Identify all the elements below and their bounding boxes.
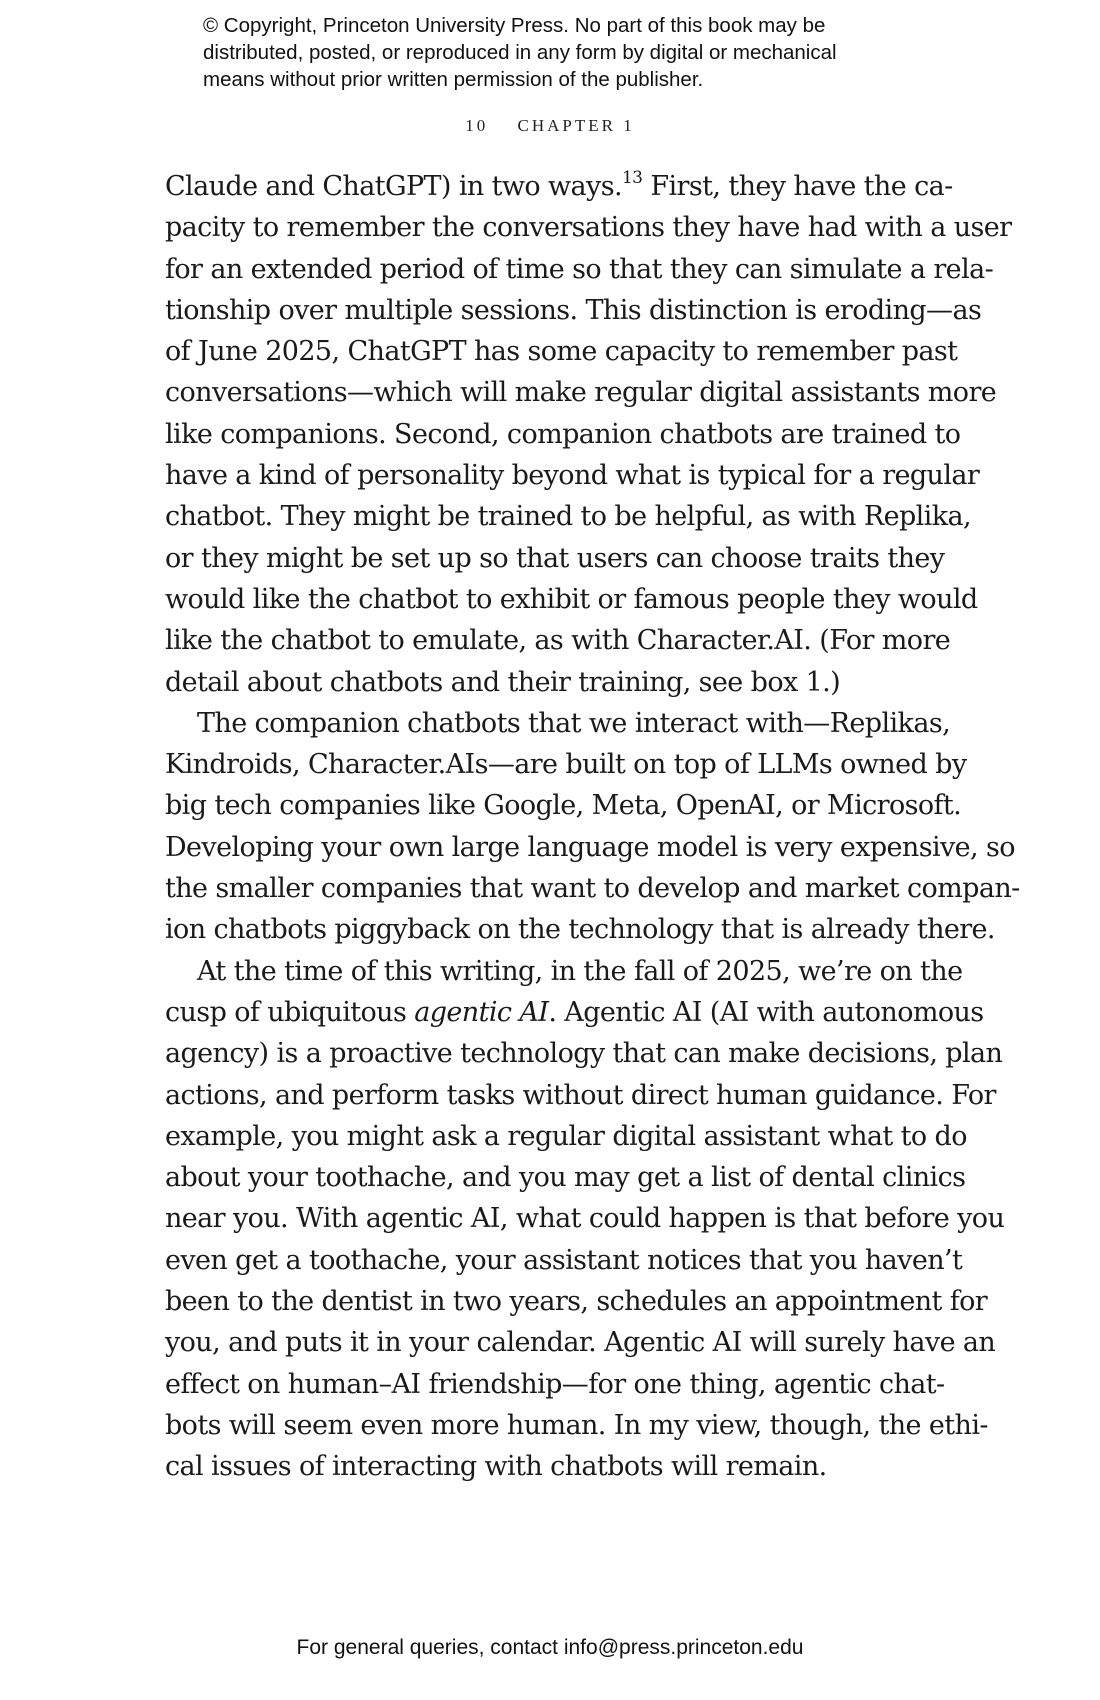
text-line: the smaller companies that want to develop and market compan-: [165, 873, 1020, 905]
text-line: At the time of this writing, in the fall of 2025, we’re on the: [197, 955, 963, 987]
text-line: have a kind of personality beyond what is typical for a regular: [165, 460, 980, 492]
copyright-line: © Copyright, Princeton University Press. No part of this book may be: [203, 14, 826, 37]
text-line: even get a toothache, your assistant notices that you haven’t: [165, 1244, 963, 1276]
text-fragment: Claude and ChatGPT) in two ways.: [165, 171, 622, 202]
text-line: example, you might ask a regular digital assistant what to do: [165, 1120, 967, 1152]
text-line: chatbot. They might be trained to be helpful, as with Replika,: [165, 501, 971, 533]
running-head: [0, 116, 1100, 136]
text-line: would like the chatbot to exhibit or famous people they would: [165, 583, 978, 615]
text-line: pacity to remember the conversations they have had with a user: [165, 212, 1012, 244]
text-line: effect on human–AI friendship—for one thing, agentic chat-: [165, 1368, 945, 1400]
text-line: ion chatbots piggyback on the technology that is already there.: [165, 914, 995, 946]
text-line: like the chatbot to emulate, as with Character.AI. (For more: [165, 625, 951, 657]
text-line: tionship over multiple sessions. This distinction is eroding—as: [165, 294, 982, 326]
text-line: near you. With agentic AI, what could happen is that before you: [165, 1203, 1005, 1235]
text-line: been to the dentist in two years, schedules an appointment for: [165, 1286, 988, 1318]
text-line: about your toothache, and you may get a list of dental clinics: [165, 1162, 966, 1194]
emphasis-term: agentic AI: [414, 996, 549, 1028]
footnote-marker[interactable]: 13: [621, 168, 643, 188]
body-text: [165, 166, 1020, 1488]
chapter-label: CHAPTER 1: [517, 116, 635, 135]
text-fragment: cusp of ubiquitous: [165, 996, 415, 1028]
text-line: [165, 166, 953, 207]
text-line: you, and puts it in your calendar. Agentic AI will surely have an: [165, 1327, 996, 1359]
text-line: cal issues of interacting with chatbots will remain.: [165, 1451, 827, 1483]
text-fragment: . Agentic AI (AI with autonomous: [548, 996, 984, 1028]
text-line: The companion chatbots that we interact with—Replikas,: [197, 707, 951, 739]
text-line: bots will seem even more human. In my view, though, the ethi-: [165, 1409, 988, 1441]
text-line: Developing your own large language model is very expensive, so: [165, 831, 1015, 863]
copyright-line: distributed, posted, or reproduced in any form by digital or mechanical: [203, 41, 837, 64]
text-line: or they might be set up so that users can choose traits they: [165, 542, 945, 574]
text-line: detail about chatbots and their training, see box 1.): [165, 666, 841, 698]
text-line: for an extended period of time so that they can simulate a rela-: [165, 253, 994, 285]
copyright-line: means without prior written permission of the publisher.: [203, 68, 704, 91]
text-fragment: First, they have the ca-: [642, 171, 953, 202]
text-line: agency) is a proactive technology that can make decisions, plan: [165, 1038, 1003, 1070]
text-line: big tech companies like Google, Meta, OpenAI, or Microsoft.: [165, 790, 962, 822]
page-number: 10: [465, 116, 489, 135]
text-line: actions, and perform tasks without direct human guidance. For: [165, 1079, 996, 1111]
copyright-notice: [203, 12, 923, 93]
text-line: of June 2025, ChatGPT has some capacity to remember past: [165, 336, 958, 368]
text-line: [165, 992, 984, 1033]
text-line: conversations—which will make regular digital assistants more: [165, 377, 997, 409]
text-line: Kindroids, Character.AIs—are built on top of LLMs owned by: [165, 749, 967, 781]
text-line: like companions. Second, companion chatbots are trained to: [165, 418, 961, 450]
footer-contact: For general queries, contact info@press.princeton.edu: [296, 1636, 804, 1659]
